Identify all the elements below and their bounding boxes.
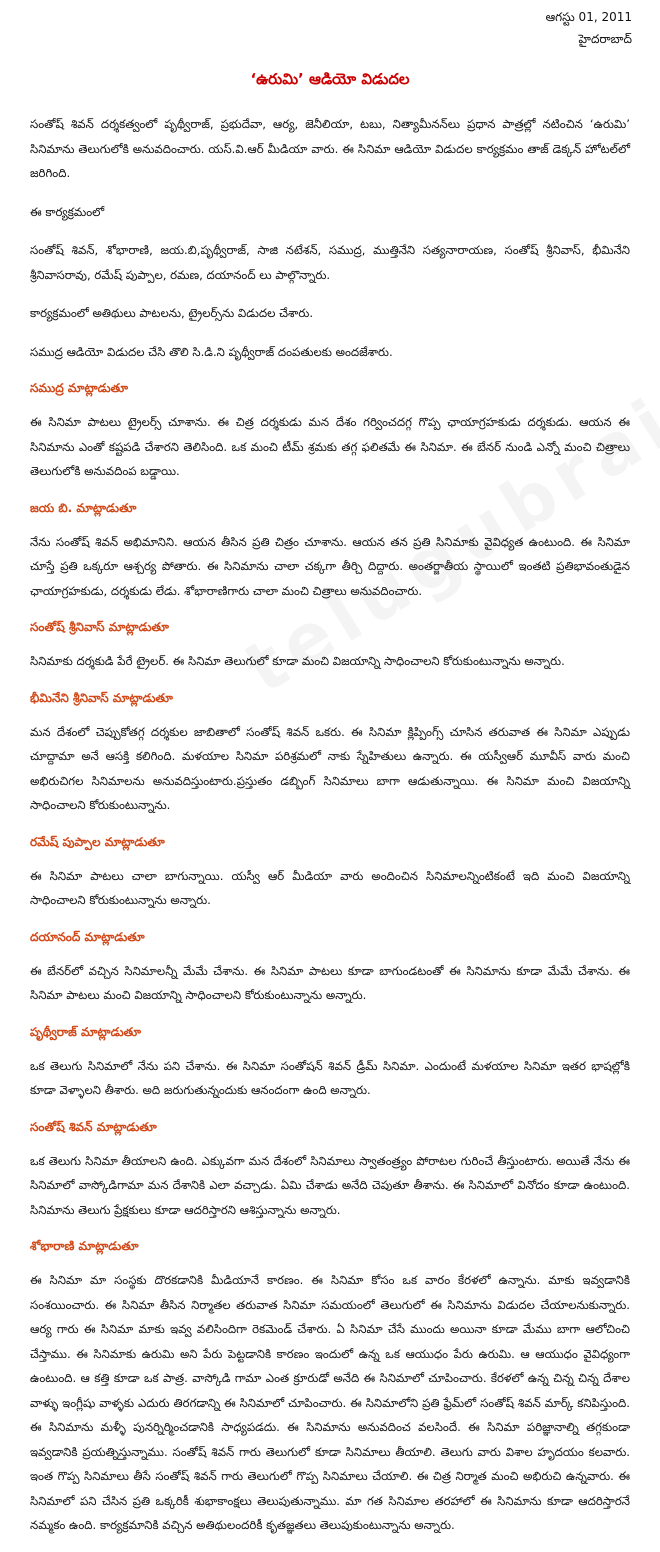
place: హైదరాబాద్ <box>578 32 632 46</box>
paragraph: ఈ సినిమా పాటలు ట్రైలర్స్ చూశాను. ఈ చిత్ర దర్శకుడు మన దేశం గర్వించదగ్గ గొప్ప ఛాయాగ్రహకుడు దర్శకుడు. ఆయన ఈ సినిమాను ఎంతో కష్టపడి చేశారని తెలిసింది. ఒక మంచి టీమ్ శ్రమకు తగ్గ ఫలితమే ఈ సినిమా. ఈ బేనర్ నుండి ఎన్నో మంచి చిత్రాలు తెలుగులోకి అనువదింప బడ్డాయి. <box>30 415 630 478</box>
paragraph: ఈ సినిమా పాటలు చాలా బాగున్నాయి. యస్వీ ఆర్ మీడియా వారు అందించిన సినిమాలన్నింటికంటే ఇది మంచి విజయాన్ని సాధించాలని కోరుకుంటున్నాను అన్నారు. <box>30 868 630 907</box>
date: ఆగస్టు 01, 2011 <box>545 10 632 24</box>
paragraph: ఒక తెలుగు సినిమా తీయాలని ఉంది. ఎక్కువగా మన దేశంలో సినిమాలు స్వాతంత్ర్యం పోరాటల గురించే తీస్తుంటారు. అయితే నేను ఈ సినిమాలో వాస్కోడిగామా మన దేశానికి ఎలా వచ్చాడు. ఏమి చేశాడు అనేది చెపుతూ తీశాను. ఈ సినిమాలో వినోదం కూడా ఉంటుంది. సినిమాను తెలుగు ప్రేక్షకులు కూడా ఆదరిస్తారని ఆశిస్తున్నాను అన్నారు. <box>30 1153 630 1217</box>
paragraph: ఈ సినిమా మా సంస్థకు దొరకడానికి మీడియానే కారణం. ఈ సినిమా కోసం ఒక వారం కేరళలో ఉన్నాను. మాకు ఇవ్వడానికి సంశయించారు. ఈ సినిమా తీసిన నిర్మాతల తరువాత సినిమా సమయంలో తెలుగులో ఈ సినిమాను విడుదల చేయాలనుకున్నారు. ఆర్య గారు ఈ సినిమా మాకు ఇవ్వ వలిసిందిగా రెకమెండ్ చేశారు. ఏ సినిమా చేసే ముందు అయినా కూడా మేము బాగా ఆలోచించి చేస్తాము. ఈ సినిమాకు ఉరుమి అని పేరు పెట్టడానికి కారణం ఇందులో ఉన్న ఒక ఆయుధం పేరు ఉరుమి. ఆ ఆయుధం వైవిధ్యంగా ఉంటుంది. ఆ కత్తి కూడా ఒక పాత్ర. వాస్కోడి గామా ఎంత క్రూరుడో అనేది ఈ సినిమాలో చూపించారు. కేరళలో ఉన్న చిన్న చిన్న దేశాల వాళ్ళు ఇంగ్లీషు వాళ్ళకు ఎదురు తిరగడాన్ని ఈ సినిమాలో చూపించారు. ఈ సినిమాలోని ప్రతి ఫ్రేమ్‌లో సంతోష్ శివన్ మార్క్ కనిపిస్తుంది. ఈ సినిమాను మళ్ళీ పునర్నిర్మించడానికి సాధ్యపడదు. ఈ సినిమాను అనువదించ వలసిందే. ఈ సినిమా పరిజ్ఞానాల్ని తగ్గకుండా ఇవ్వడానికి ప్రయత్నిస్తున్నాము. సంతోష్ శివన్ గారు తెలుగులో కూడా సినిమాలు తీయాలి. తెలుగు వారు విశాల హృదయం కలవారు. ఇంత గొప్ప సినిమాలు తీసే సంతోష్ శివన్ గారు తెలుగులో గొప్ప సినిమాలు చేయాలి. ఈ చిత్ర నిర్మాత మంచి అభిరుచి ఉన్నవారు. ఈ సినిమాలో పని చేసిన ప్రతి ఒక్కరికీ శుభాకాంక్షలు తెలుపుతున్నాము. మా గత సినిమాల తరహాలో ఈ సినిమాను కూడా ఆదరిస్తారనే నమ్మకం ఉంది. కార్యక్రమానికి వచ్చిన అతిథులందరికీ కృతజ్ఞతలు తెలుపుకుంటున్నాను అన్నారు. <box>30 1273 630 1532</box>
speaker-heading: సంతోష్ శ్రీనివాస్ మాట్లాడుతూ <box>30 620 169 634</box>
speaker-heading: జయ బి. మాట్లాడుతూ <box>30 500 137 515</box>
speaker-heading: శోభారాణి మాట్లాడుతూ <box>30 1239 139 1253</box>
speaker-heading: భీమినేని శ్రీనివాస్ మాట్లాడుతూ <box>30 690 173 705</box>
paragraph: సముద్ర ఆడియో విడుదల చేసి తొలి సి.డి.ని పృథ్వీరాజ్ దంపతులకు అందజేశారు. <box>30 344 393 359</box>
paragraph: సినిమాకు దర్శకుడి పేరే ట్రైలర్. ఈ సినిమా తెలుగులో కూడా మంచి విజయాన్ని సాధించాలని కోరుకుంటున్నాను అన్నారు. <box>30 654 565 668</box>
paragraph: నేను సంతోష్ శివన్ అభిమానిని. ఆయన తీసిన ప్రతి చిత్రం చూశాను. ఆయన తన ప్రతి సినిమాకు వైవిధ్యత ఉంటుంది. ఈ సినిమా చూస్తే ప్రతి ఒక్కరూ ఆశ్చర్య పోతారు. ఈ సినిమాను చాలా చక్కగా తీర్చి దిద్దారు. అంతర్జాతీయ స్థాయిలో ఇంతటి ప్రతిభావంతుడైన ఛాయాగ్రహకుడు, దర్శకుడు లేడు. శోభారాణిగారు చాలా మంచి చిత్రాలు అనువదించారు. <box>30 534 630 598</box>
speaker-heading: పృథ్వీరాజ్ మాట్లాడుతూ <box>30 1024 141 1039</box>
paragraph: మన దేశంలో చెప్పుకోతగ్గ దర్శకుల జాబితాలో సంతోష్ శివన్ ఒకరు. ఈ సినిమా క్లిప్పింగ్స్ చూసిన తరువాత ఈ సినిమా ఎప్పుడు చూద్దామా అనే ఆసక్తి కలిగింది. మళయాల సినిమా పరిశ్రమలో నాకు స్నేహితులు ఉన్నారు. ఈ యస్వీఆర్ మూవీస్ వారు మంచి అభిరుచిగల సినిమాలను అనువదిస్తుంటారు.ప్రస్తుతం డబ్బింగ్ సినిమాలు బాగా ఆడుతున్నాయి. ఈ సినిమా మంచి విజయాన్ని సాధించాలని కోరుకుంటున్నాను. <box>30 724 630 812</box>
article-body <box>30 112 630 1552</box>
paragraph: ఈ కార్యక్రమంలో <box>30 204 105 219</box>
speaker-heading: రమేష్ పుప్పాల మాట్లాడుతూ <box>30 834 165 849</box>
speaker-heading: సముద్ర మాట్లాడుతూ <box>30 381 128 395</box>
article-title: ‘ఉరుమి’ ఆడియో విడుదల <box>250 70 410 88</box>
paragraph: ఈ బేనర్‌లో వచ్చిన సినిమాలన్నీ మేమే చేశాను. ఈ సినిమా పాటలు కూడా బాగుండటంతో ఈ సినిమాను కూడా మేమే చేశాను. ఈ సినిమా పాటలు మంచి విజయాన్ని సాధించాలని కోరుకుంటున్నాను అన్నారు. <box>30 963 630 1002</box>
paragraph: ఒక తెలుగు సినిమాలో నేను పని చేశాను. ఈ సినిమా సంతోషన్ శివన్ డ్రీమ్ సినిమా. ఎందుంటే మళయాల సినిమా ఇతర భాషల్లోకి కూడా వెళ్ళాలని తీశారు. అది జరుగుతున్నందుకు ఆనందంగా ఉంది అన్నారు. <box>30 1058 630 1097</box>
paragraph: కార్యక్రమంలో అతిథులు పాటలను, ట్రైలర్స్‌ను విడుదల చేశారు. <box>30 306 314 320</box>
paragraph: సంతోష్ శివన్ దర్శకత్వంలో పృథ్వీరాజ్, ప్రభుదేవా, ఆర్య, జెనీలియా, టబు, నిత్యామీనన్‌లు ప్రధాన పాత్రల్లో నటించిన ‘ఉరుమి’ సినిమాను తెలుగులోకి అనువదించారు. యస్.వి.ఆర్ మీడియా వారు. ఈ సినిమా ఆడియో విడుదల కార్యక్రమం తాజ్ డెక్కన్ హోటల్‌లో జరిగింది. <box>30 117 630 180</box>
dateline <box>546 6 632 50</box>
speaker-heading: సంతోష్ శివన్ మాట్లాడుతూ <box>30 1119 157 1134</box>
speaker-heading: దయానంద్ మాట్లాడుతూ <box>30 929 145 944</box>
paragraph: సంతోష్ శివన్, శోభారాణి, జయ.బి,పృథ్వీరాజ్, సాజి నటేశన్, సముద్ర, ముత్తినేని సత్యనారాయణ, సంతోష్ శ్రీనివాస్, భీమినేని శ్రీనివాసరావు, రమేష్ పుప్పాల, రమణ, దయానంద్ లు పాల్గొన్నారు. <box>30 243 630 282</box>
